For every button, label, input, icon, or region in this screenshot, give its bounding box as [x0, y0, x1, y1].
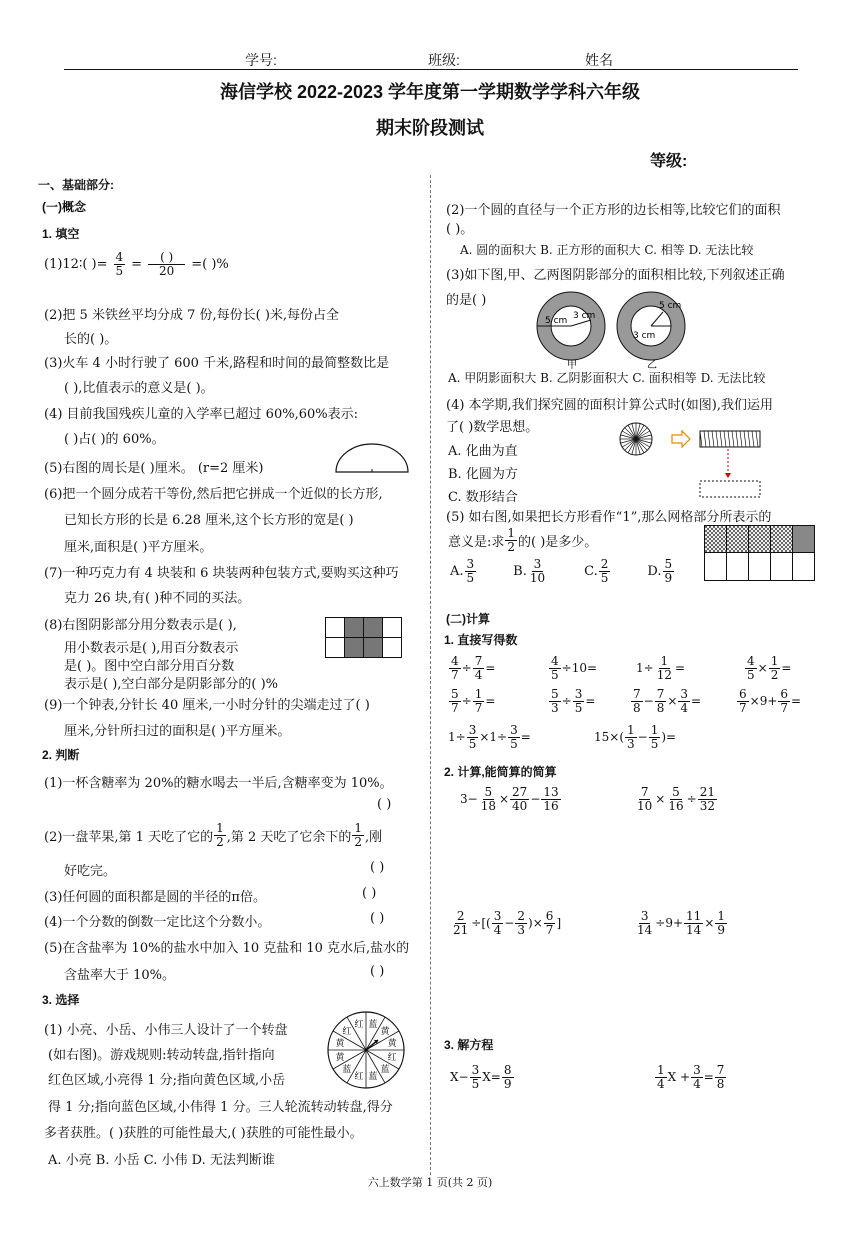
choice-3-options: A. 甲阴影面积大 B. 乙阴影面积大 C. 面积相等 D. 无法比较 — [448, 371, 766, 385]
choice-4-line1: (4) 本学期,我们探究圆的面积计算公式时(如图),我们运用 — [446, 398, 773, 413]
choice-4-option-c: C. 数形结合 — [448, 490, 518, 505]
judge-3-answer: ( ) — [362, 886, 377, 901]
semicircle-figure — [332, 442, 412, 476]
spinner-sector-label: 蓝 — [368, 1019, 378, 1030]
page-subtitle: 期末阶段测试 — [376, 118, 484, 138]
subsection-calc-heading: (二)计算 — [446, 612, 490, 626]
svg-text:3 cm: 3 cm — [633, 331, 656, 341]
question-fill-3-line1: (3)火车 4 小时行驶了 600 千米,路程和时间的最简整数比是 — [44, 356, 390, 371]
judge-5-line2: 含盐率大于 10%。 — [64, 968, 176, 983]
judge-heading: 2. 判断 — [42, 748, 80, 762]
spinner-sector-label: 红 — [342, 1026, 352, 1037]
spinner-sector-label: 红 — [354, 1072, 364, 1083]
spinner-sector-label: 红 — [387, 1053, 397, 1063]
choice-5-line2: 意义是:求 $\frac{1}{2}$ 的( )是多少。 — [448, 526, 598, 554]
simplify-calc-4: $\frac{3}{14}$ ÷ 9+ $\frac{11}{14}$ × $\frac{1}{9}$ — [637, 909, 726, 937]
judge-1: (1)一杯含糖率为 20%的糖水喝去一半后,含糖率变为 10%。 — [44, 776, 393, 791]
question-fill-7-line2: 克力 26 块,有( )种不同的买法。 — [64, 591, 251, 606]
question-fill-8-line1: (8)右图阴影部分用分数表示是( ), — [44, 618, 237, 633]
simplify-calc-3: $\frac{2}{21}$ ÷[( $\frac{3}{4}$ − $\frac{2}{3}$ )× $\frac{6}{7}$ ] — [453, 909, 562, 937]
direct-calc-8: $\frac{6}{7}$ × 9+ $\frac{6}{7}$ = — [739, 687, 802, 715]
question-fill-8-line3: 是( )。图中空白部分用百分数 — [64, 659, 235, 674]
spinner-sector-label: 黄 — [335, 1039, 345, 1049]
direct-calc-9: 1 ÷ $\frac{3}{5}$ × 1 ÷ $\frac{3}{5}$ = — [448, 723, 531, 751]
judge-4-answer: ( ) — [370, 911, 385, 926]
choice-5-option-c: C. $\frac{2}{5}$ — [584, 557, 609, 585]
section-basic-heading: 一、基础部分: — [38, 178, 114, 192]
judge-3: (3)任何圆的面积都是圆的半径的π倍。 — [44, 890, 266, 905]
question-fill-2-line2: 长的( )。 — [64, 332, 118, 347]
simplify-calc-1: 3− $\frac{5}{18}$ × $\frac{27}{40}$ − $\frac{13}{16}$ — [460, 785, 559, 813]
direct-calc-1: $\frac{4}{7}$ ÷ $\frac{7}{4}$ = — [451, 654, 496, 682]
question-fill-6-line2: 已知长方形的长是 6.28 厘米,这个长方形的宽是( ) — [64, 513, 354, 528]
subsection-concept-heading: (一)概念 — [42, 200, 86, 214]
spinner-sector-label: 蓝 — [380, 1065, 390, 1076]
page-title: 海信学校 2022-2023 学年度第一学期数学学科六年级 — [219, 82, 641, 102]
question-fill-3-line2: ( ),比值表示的意义是( )。 — [64, 381, 214, 396]
svg-text:乙: 乙 — [647, 360, 657, 370]
judge-2-answer: ( ) — [370, 860, 385, 875]
question-fill-1: (1)12∶( )= $\frac{4}{5}$ = $\frac{( )}{20}$ =( )% — [44, 250, 229, 278]
question-fill-8-line4: 表示是( ),空白部分是阴影部分的( )% — [64, 677, 279, 692]
direct-calc-2: $\frac{4}{5}$ ÷ 10= — [551, 654, 598, 682]
question-fill-5: (5)右图的周长是( )厘米。 (r=2 厘米) — [44, 461, 264, 476]
direct-calc-7: $\frac{7}{8}$ − $\frac{7}{8}$ × $\frac{3}{4}$ = — [633, 687, 702, 715]
page-footer: 六上数学第 1 页(共 2 页) — [367, 1176, 493, 1189]
choice-1-line3: 红色区域,小亮得 1 分;指向黄色区域,小岳 — [48, 1073, 286, 1088]
choice-1-line4: 得 1 分;指向蓝色区域,小伟得 1 分。三人轮流转动转盘,得分 — [48, 1100, 393, 1115]
choice-5-line1: (5) 如右图,如果把长方形看作“1”,那么网格部分所表示的 — [446, 510, 772, 525]
simplify-calc-2: $\frac{7}{10}$ × $\frac{5}{16}$ ÷ $\frac{21}{32}$ — [637, 785, 715, 813]
question-fill-4-line2: ( )占( )的 60%。 — [64, 432, 165, 447]
grade-label: 等级: — [650, 153, 688, 170]
spinner-sector-label: 蓝 — [368, 1072, 378, 1083]
choice-4-option-b: B. 化圆为方 — [448, 467, 518, 482]
judge-2-line1: (2)一盘苹果,第 1 天吃了它的 $\frac{1}{2}$ ,第 2 天吃了它余下的 $\frac{1}{2}$ ,刚 — [44, 821, 383, 849]
direct-calc-heading: 1. 直接写得数 — [444, 633, 518, 647]
equation-1: X− $\frac{3}{5}$ X= $\frac{8}{9}$ — [450, 1063, 512, 1091]
choice-1-options: A. 小亮 B. 小岳 C. 小伟 D. 无法判断谁 — [48, 1153, 275, 1168]
hatched-grid-figure — [704, 525, 818, 583]
choice-2-line2: ( )。 — [446, 222, 474, 237]
spinner-sector-label: 蓝 — [342, 1065, 352, 1076]
question-fill-9-line2: 厘米,分针所扫过的面积是( )平方厘米。 — [64, 724, 291, 739]
judge-5-answer: ( ) — [370, 964, 385, 979]
header-rule — [64, 69, 798, 70]
choice-4-option-a: A. 化曲为直 — [448, 444, 518, 459]
choice-5-option-a: A. $\frac{3}{5}$ — [450, 557, 475, 585]
choice-4-line2: 了( )数学思想。 — [446, 420, 539, 435]
question-fill-4-line1: (4) 目前我国残疾儿童的入学率已超过 60%,60%表示: — [44, 407, 358, 422]
judge-4: (4)一个分数的倒数一定比这个分数小。 — [44, 915, 271, 930]
svg-text:5 cm: 5 cm — [545, 316, 568, 326]
judge-1-answer: ( ) — [377, 797, 392, 812]
spinner-sector-label: 黄 — [335, 1053, 345, 1063]
simplify-calc-heading: 2. 计算,能简算的简算 — [444, 765, 557, 779]
question-fill-6-line3: 厘米,面积是( )平方厘米。 — [64, 540, 213, 555]
student-no-label: 学号: — [245, 52, 277, 68]
direct-calc-6: $\frac{5}{3}$ ÷ $\frac{3}{5}$ = — [551, 687, 596, 715]
choice-5-option-b: B. $\frac{3}{10}$ — [513, 557, 546, 585]
choice-3-line2: 的是( ) — [446, 293, 487, 308]
question-fill-2-line1: (2)把 5 米铁丝平均分成 7 份,每份长( )米,每份占全 — [44, 308, 340, 323]
spinner-sector-label: 黄 — [387, 1039, 397, 1049]
ring-comparison-figure — [535, 290, 695, 370]
column-divider — [430, 175, 431, 1175]
choice-heading: 3. 选择 — [42, 993, 80, 1007]
fill-heading: 1. 填空 — [42, 227, 80, 241]
question-fill-6-line1: (6)把一个圆分成若干等份,然后把它拼成一个近似的长方形, — [44, 487, 383, 502]
direct-calc-5: $\frac{5}{7}$ ÷ $\frac{1}{7}$ = — [451, 687, 496, 715]
svg-text:5 cm: 5 cm — [659, 301, 682, 311]
shaded-grid-figure — [325, 617, 403, 659]
direct-calc-10: 15×( $\frac{1}{3}$ − $\frac{1}{5}$ )= — [594, 723, 677, 751]
question-fill-8-line2: 用小数表示是( ),用百分数表示 — [64, 641, 239, 656]
equation-2: $\frac{1}{4}$ X + $\frac{3}{4}$ = $\frac{7}{8}$ — [657, 1063, 725, 1091]
choice-5-option-d: D. $\frac{5}{9}$ — [647, 557, 673, 585]
name-label: 姓名 — [585, 52, 613, 68]
svg-text:甲: 甲 — [567, 360, 577, 370]
circle-to-rectangle-figure — [618, 421, 763, 501]
choice-5-options — [450, 558, 675, 584]
question-fill-9-line1: (9)一个钟表,分针长 40 厘米,一小时分针的尖端走过了( ) — [44, 698, 370, 713]
direct-calc-4: $\frac{4}{5}$ × $\frac{1}{2}$ = — [747, 654, 792, 682]
choice-3-line1: (3)如下图,甲、乙两图阴影部分的面积相比较,下列叙述正确 — [446, 268, 785, 283]
choice-1-line1: (1) 小亮、小岳、小伟三人设计了一个转盘 — [44, 1023, 288, 1038]
judge-2-line2: 好吃完。 — [64, 864, 117, 879]
choice-1-line2: (如右图)。游戏规则:转动转盘,指针指向 — [48, 1048, 275, 1063]
equation-heading: 3. 解方程 — [444, 1038, 494, 1052]
question-fill-7-line1: (7)一种巧克力有 4 块装和 6 块装两种包装方式,要购买这种巧 — [44, 566, 399, 581]
judge-5-line1: (5)在含盐率为 10%的盐水中加入 10 克盐和 10 克水后,盐水的 — [44, 941, 410, 956]
choice-2-line1: (2)一个圆的直径与一个正方形的边长相等,比较它们的面积 — [446, 203, 781, 218]
class-label: 班级: — [428, 52, 460, 68]
spinner-sector-label: 红 — [354, 1019, 364, 1030]
svg-text:3 cm: 3 cm — [573, 311, 596, 321]
spinner-sector-label: 黄 — [380, 1026, 390, 1037]
choice-1-line5: 多者获胜。( )获胜的可能性最大,( )获胜的可能性最小。 — [44, 1126, 363, 1141]
spinner-figure — [326, 1010, 406, 1090]
direct-calc-3: 1 ÷ $\frac{1}{12}$ = — [636, 654, 686, 682]
choice-2-options: A. 圆的面积大 B. 正方形的面积大 C. 相等 D. 无法比较 — [460, 243, 754, 257]
